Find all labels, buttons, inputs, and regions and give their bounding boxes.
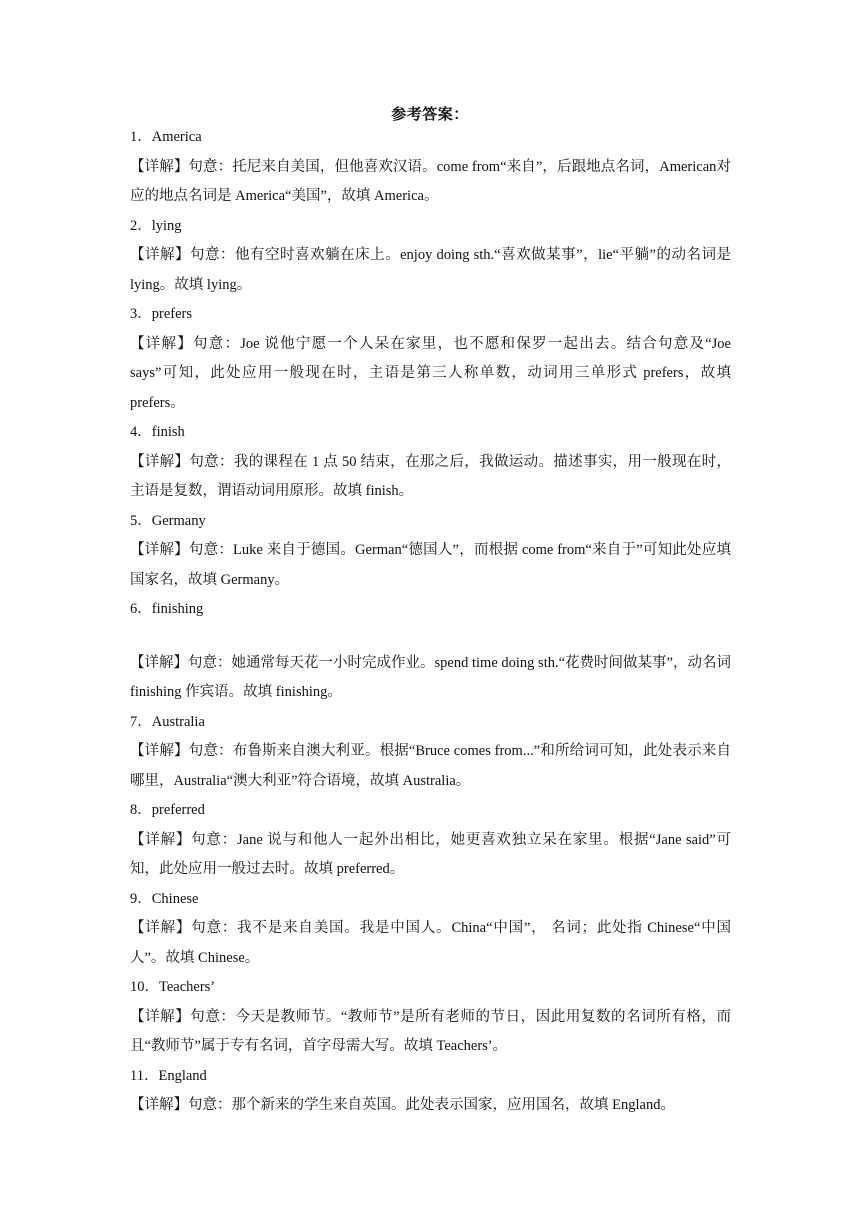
answer-word: Chinese xyxy=(151,890,199,907)
answer-line xyxy=(130,708,731,738)
answer-line xyxy=(130,885,731,915)
answer-word: Australia xyxy=(151,713,205,730)
answer-explanation: 【详解】句意：托尼来自美国，但他喜欢汉语。come from“来自”，后跟地点名词，American对应的地点名词是 America“美国”，故填 America。 xyxy=(130,158,731,204)
answer-line xyxy=(130,595,731,625)
answer-item-4 xyxy=(130,418,731,507)
answer-item-7 xyxy=(130,708,731,797)
answer-number: 7 ． xyxy=(130,714,152,730)
answer-word: preferred xyxy=(151,802,205,818)
answer-line xyxy=(130,1062,731,1092)
answer-word: prefers xyxy=(151,306,193,322)
answer-explanation: 【详解】句意：她通常每天花一小时完成作业。spend time doing sth.“花费时间做某事”，动名词 finishing 作宾语。故填 finishing。 xyxy=(130,654,731,700)
answer-item-11 xyxy=(130,1062,731,1121)
answer-item-5 xyxy=(130,507,731,596)
answer-word: Germany xyxy=(151,512,206,529)
answer-explanation: 【详解】句意：布鲁斯来自澳大利亚。根据“Bruce comes from...”和所给词可知，此处表示来自哪里，Australia“澳大利亚”符合语境，故填 Australia。 xyxy=(130,743,731,789)
answer-word: Teachers’ xyxy=(159,979,216,995)
answer-list xyxy=(130,123,731,1121)
page-title: 参考答案： xyxy=(391,107,469,123)
answer-item-8 xyxy=(130,796,731,885)
answer-number: 6 ． xyxy=(130,601,152,617)
answer-word: England xyxy=(158,1067,207,1084)
answer-word: finish xyxy=(151,424,185,440)
answer-number: 2 ． xyxy=(130,218,152,234)
answer-line xyxy=(130,300,731,330)
answer-explanation: 【详解】句意：Jane 说与和他人一起外出相比，她更喜欢独立呆在家里。根据“Jane said”可知，此处应用一般过去时。故填 preferred。 xyxy=(130,831,731,877)
answer-number: 5 ． xyxy=(130,513,152,529)
answer-line xyxy=(130,507,731,537)
answer-explanation: 【详解】句意：今天是教师节。“教师节”是所有老师的节日，因此用复数的名词所有格，而且“教师节”属于专有名词，首字母需大写。故填 Teachers’。 xyxy=(130,1008,731,1054)
answer-word: America xyxy=(151,129,202,145)
answer-item-10 xyxy=(130,973,731,1062)
answer-number: 1 ． xyxy=(130,129,152,145)
blank-gap xyxy=(130,625,731,649)
answer-explanation: 【详解】句意：Joe 说他宁愿一个人呆在家里，也不愿和保罗一起出去。结合句意及“Joe says”可知，此处应用一般现在时，主语是第三人称单数，动词用三单形式 prefers，故填 prefers。 xyxy=(130,335,731,411)
answer-item-3 xyxy=(130,300,731,418)
answer-explanation: 【详解】句意：我不是来自美国。我是中国人。China“中国”， 名词；此处指 Chinese“中国人”。故填 Chinese。 xyxy=(130,920,731,966)
answer-number: 11 ． xyxy=(130,1068,158,1084)
answer-explanation: 【详解】句意：他有空时喜欢躺在床上。enjoy doing sth.“喜欢做某事”，lie“平躺”的动名词是 lying。故填 lying。 xyxy=(130,247,731,293)
answer-explanation: 【详解】句意：那个新来的学生来自英国。此处表示国家，应用国名，故填 England。 xyxy=(130,1097,675,1113)
answer-explanation: 【详解】句意：我的课程在 1 点 50 结束，在那之后，我做运动。描述事实，用一般现在时，主语是复数，谓语动词用原形。故填 finish。 xyxy=(130,453,731,499)
answer-line xyxy=(130,796,731,826)
answer-item-1 xyxy=(130,123,731,212)
answer-item-9 xyxy=(130,885,731,974)
answer-word: finishing xyxy=(151,601,204,617)
answer-word: lying xyxy=(151,217,182,234)
answer-line xyxy=(130,123,731,153)
answer-line xyxy=(130,212,731,242)
answer-number: 4 ． xyxy=(130,424,152,440)
answer-explanation: 【详解】句意：Luke 来自于德国。German“德国人”，而根据 come from“来自于”可知此处应填国家名，故填 Germany。 xyxy=(130,542,731,588)
answer-item-6 xyxy=(130,595,731,708)
answer-line xyxy=(130,418,731,448)
answer-number: 10 ． xyxy=(130,979,159,995)
answer-item-2 xyxy=(130,212,731,301)
answer-number: 9 ． xyxy=(130,891,152,907)
answer-number: 8 ． xyxy=(130,802,152,818)
answer-number: 3 ． xyxy=(130,306,152,322)
answer-line xyxy=(130,973,731,1003)
